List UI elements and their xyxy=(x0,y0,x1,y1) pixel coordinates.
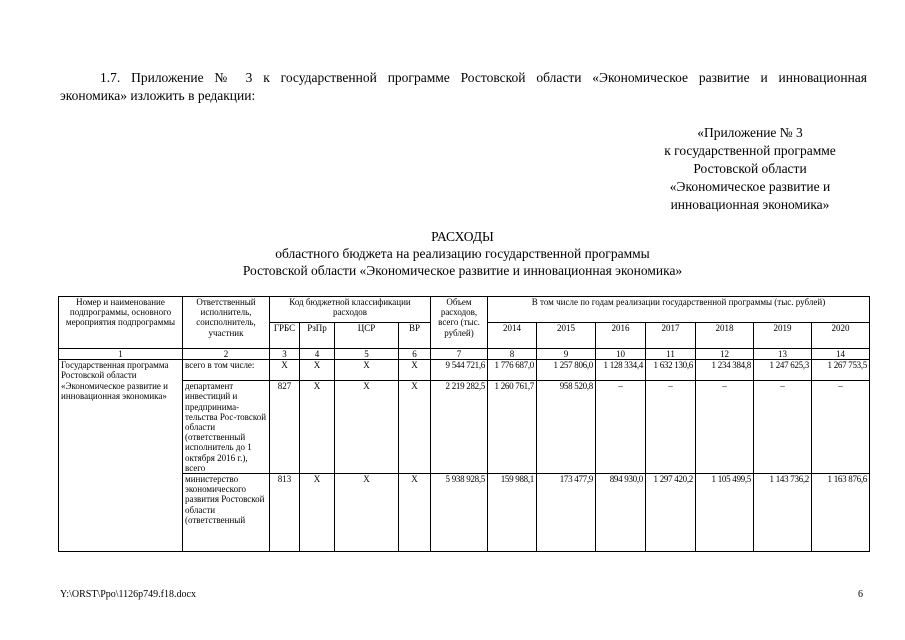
header-year: 2019 xyxy=(754,323,812,349)
year-value-cell: – xyxy=(812,381,870,474)
appendix-line: «Экономическое развитие и xyxy=(669,179,831,194)
heading-subtitle-1: областного бюджета на реализацию государственной программы xyxy=(275,246,650,261)
year-value-cell: 1 632 130,6 xyxy=(646,360,696,381)
year-value-cell: – xyxy=(696,381,754,474)
header-total: Объем расходов, всего (тыс. рублей) xyxy=(431,297,488,349)
header-name: Номер и наименование подпрограммы, основного мероприятия подпрограммы xyxy=(59,297,183,349)
heading-subtitle-2: Ростовской области «Экономическое развитие и инновационная экономика» xyxy=(242,263,683,278)
intro-line-1: 1.7. Приложение № 3 к государственной программе Ростовской области «Экономическое развитие и инновационная xyxy=(100,70,867,85)
header-year: 2018 xyxy=(696,323,754,349)
column-number: 11 xyxy=(646,349,696,360)
rzpr-cell: X xyxy=(300,360,335,381)
header-year: 2014 xyxy=(488,323,537,349)
executor-cell: департамент инвестиций и предпринима-тельства Рос-товской области (ответственный исполнитель до 1 октября 2016 г.), всего xyxy=(183,381,270,474)
table-row xyxy=(59,360,870,381)
header-year: 2020 xyxy=(812,323,870,349)
column-number: 7 xyxy=(431,349,488,360)
intro-line-2: экономика» изложить в редакции: xyxy=(60,88,256,103)
csr-cell: X xyxy=(335,474,399,552)
column-number: 5 xyxy=(335,349,399,360)
year-value-cell: – xyxy=(596,381,646,474)
year-value-cell: 1 143 736,2 xyxy=(754,474,812,552)
appendix-caption xyxy=(630,124,870,214)
intro-paragraph xyxy=(60,69,867,105)
year-value-cell: 894 930,0 xyxy=(596,474,646,552)
executor-cell: министерство экономического развития Ростовской области (ответственный xyxy=(183,474,270,552)
appendix-line: Ростовской области xyxy=(693,161,807,176)
header-grbs: ГРБС xyxy=(270,323,300,349)
csr-cell: X xyxy=(335,360,399,381)
column-number: 10 xyxy=(596,349,646,360)
rzpr-cell: X xyxy=(300,474,335,552)
header-by-year: В том числе по годам реализации государственной программы (тыс. рублей) xyxy=(488,297,870,323)
column-number: 2 xyxy=(183,349,270,360)
footer-file-path: Y:\ORST\Ppo\1126p749.f18.docx xyxy=(60,589,196,600)
year-value-cell: 1 247 625,3 xyxy=(754,360,812,381)
rzpr-cell: X xyxy=(300,381,335,474)
year-value-cell: 1 234 384,8 xyxy=(696,360,754,381)
total-cell: 5 938 928,5 xyxy=(431,474,488,552)
heading-title: РАСХОДЫ xyxy=(431,229,494,244)
header-year: 2016 xyxy=(596,323,646,349)
header-budget-code: Код бюджетной классификации расходов xyxy=(270,297,431,323)
grbs-cell: 813 xyxy=(270,474,300,552)
column-number: 4 xyxy=(300,349,335,360)
header-executor: Ответственный исполнитель, соисполнитель, участник xyxy=(183,297,270,349)
grbs-cell: 827 xyxy=(270,381,300,474)
expenditure-table xyxy=(58,296,870,552)
appendix-line: «Приложение № 3 xyxy=(697,125,803,140)
year-value-cell: 1 297 420,2 xyxy=(646,474,696,552)
column-number: 13 xyxy=(754,349,812,360)
document-heading xyxy=(150,228,775,279)
year-value-cell: 1 776 687,0 xyxy=(488,360,537,381)
column-number: 14 xyxy=(812,349,870,360)
vr-cell: X xyxy=(399,381,431,474)
vr-cell: X xyxy=(399,360,431,381)
column-number: 6 xyxy=(399,349,431,360)
vr-cell: X xyxy=(399,474,431,552)
header-rzpr: РзПр xyxy=(300,323,335,349)
header-csr: ЦСР xyxy=(335,323,399,349)
column-number: 9 xyxy=(537,349,596,360)
header-year: 2015 xyxy=(537,323,596,349)
year-value-cell: 1 163 876,6 xyxy=(812,474,870,552)
column-number: 1 xyxy=(59,349,183,360)
program-name-cell: Государственная программа Ростовской области «Экономическое развитие и инновационная экономика» xyxy=(59,360,183,552)
grbs-cell: X xyxy=(270,360,300,381)
column-number: 3 xyxy=(270,349,300,360)
year-value-cell: – xyxy=(754,381,812,474)
total-cell: 9 544 721,6 xyxy=(431,360,488,381)
year-value-cell: 173 477,9 xyxy=(537,474,596,552)
column-number: 8 xyxy=(488,349,537,360)
year-value-cell: 1 105 499,5 xyxy=(696,474,754,552)
appendix-line: инновационная экономика» xyxy=(670,197,830,212)
year-value-cell: – xyxy=(646,381,696,474)
header-vr: ВР xyxy=(399,323,431,349)
column-number: 12 xyxy=(696,349,754,360)
year-value-cell: 1 267 753,5 xyxy=(812,360,870,381)
year-value-cell: 159 988,1 xyxy=(488,474,537,552)
total-cell: 2 219 282,5 xyxy=(431,381,488,474)
year-value-cell: 1 257 806,0 xyxy=(537,360,596,381)
year-value-cell: 958 520,8 xyxy=(537,381,596,474)
year-value-cell: 1 260 761,7 xyxy=(488,381,537,474)
csr-cell: X xyxy=(335,381,399,474)
column-number-row xyxy=(59,349,870,360)
executor-cell: всего в том числе: xyxy=(183,360,270,381)
appendix-line: к государственной программе xyxy=(664,143,836,158)
year-value-cell: 1 128 334,4 xyxy=(596,360,646,381)
page-number: 6 xyxy=(858,589,863,600)
header-year: 2017 xyxy=(646,323,696,349)
